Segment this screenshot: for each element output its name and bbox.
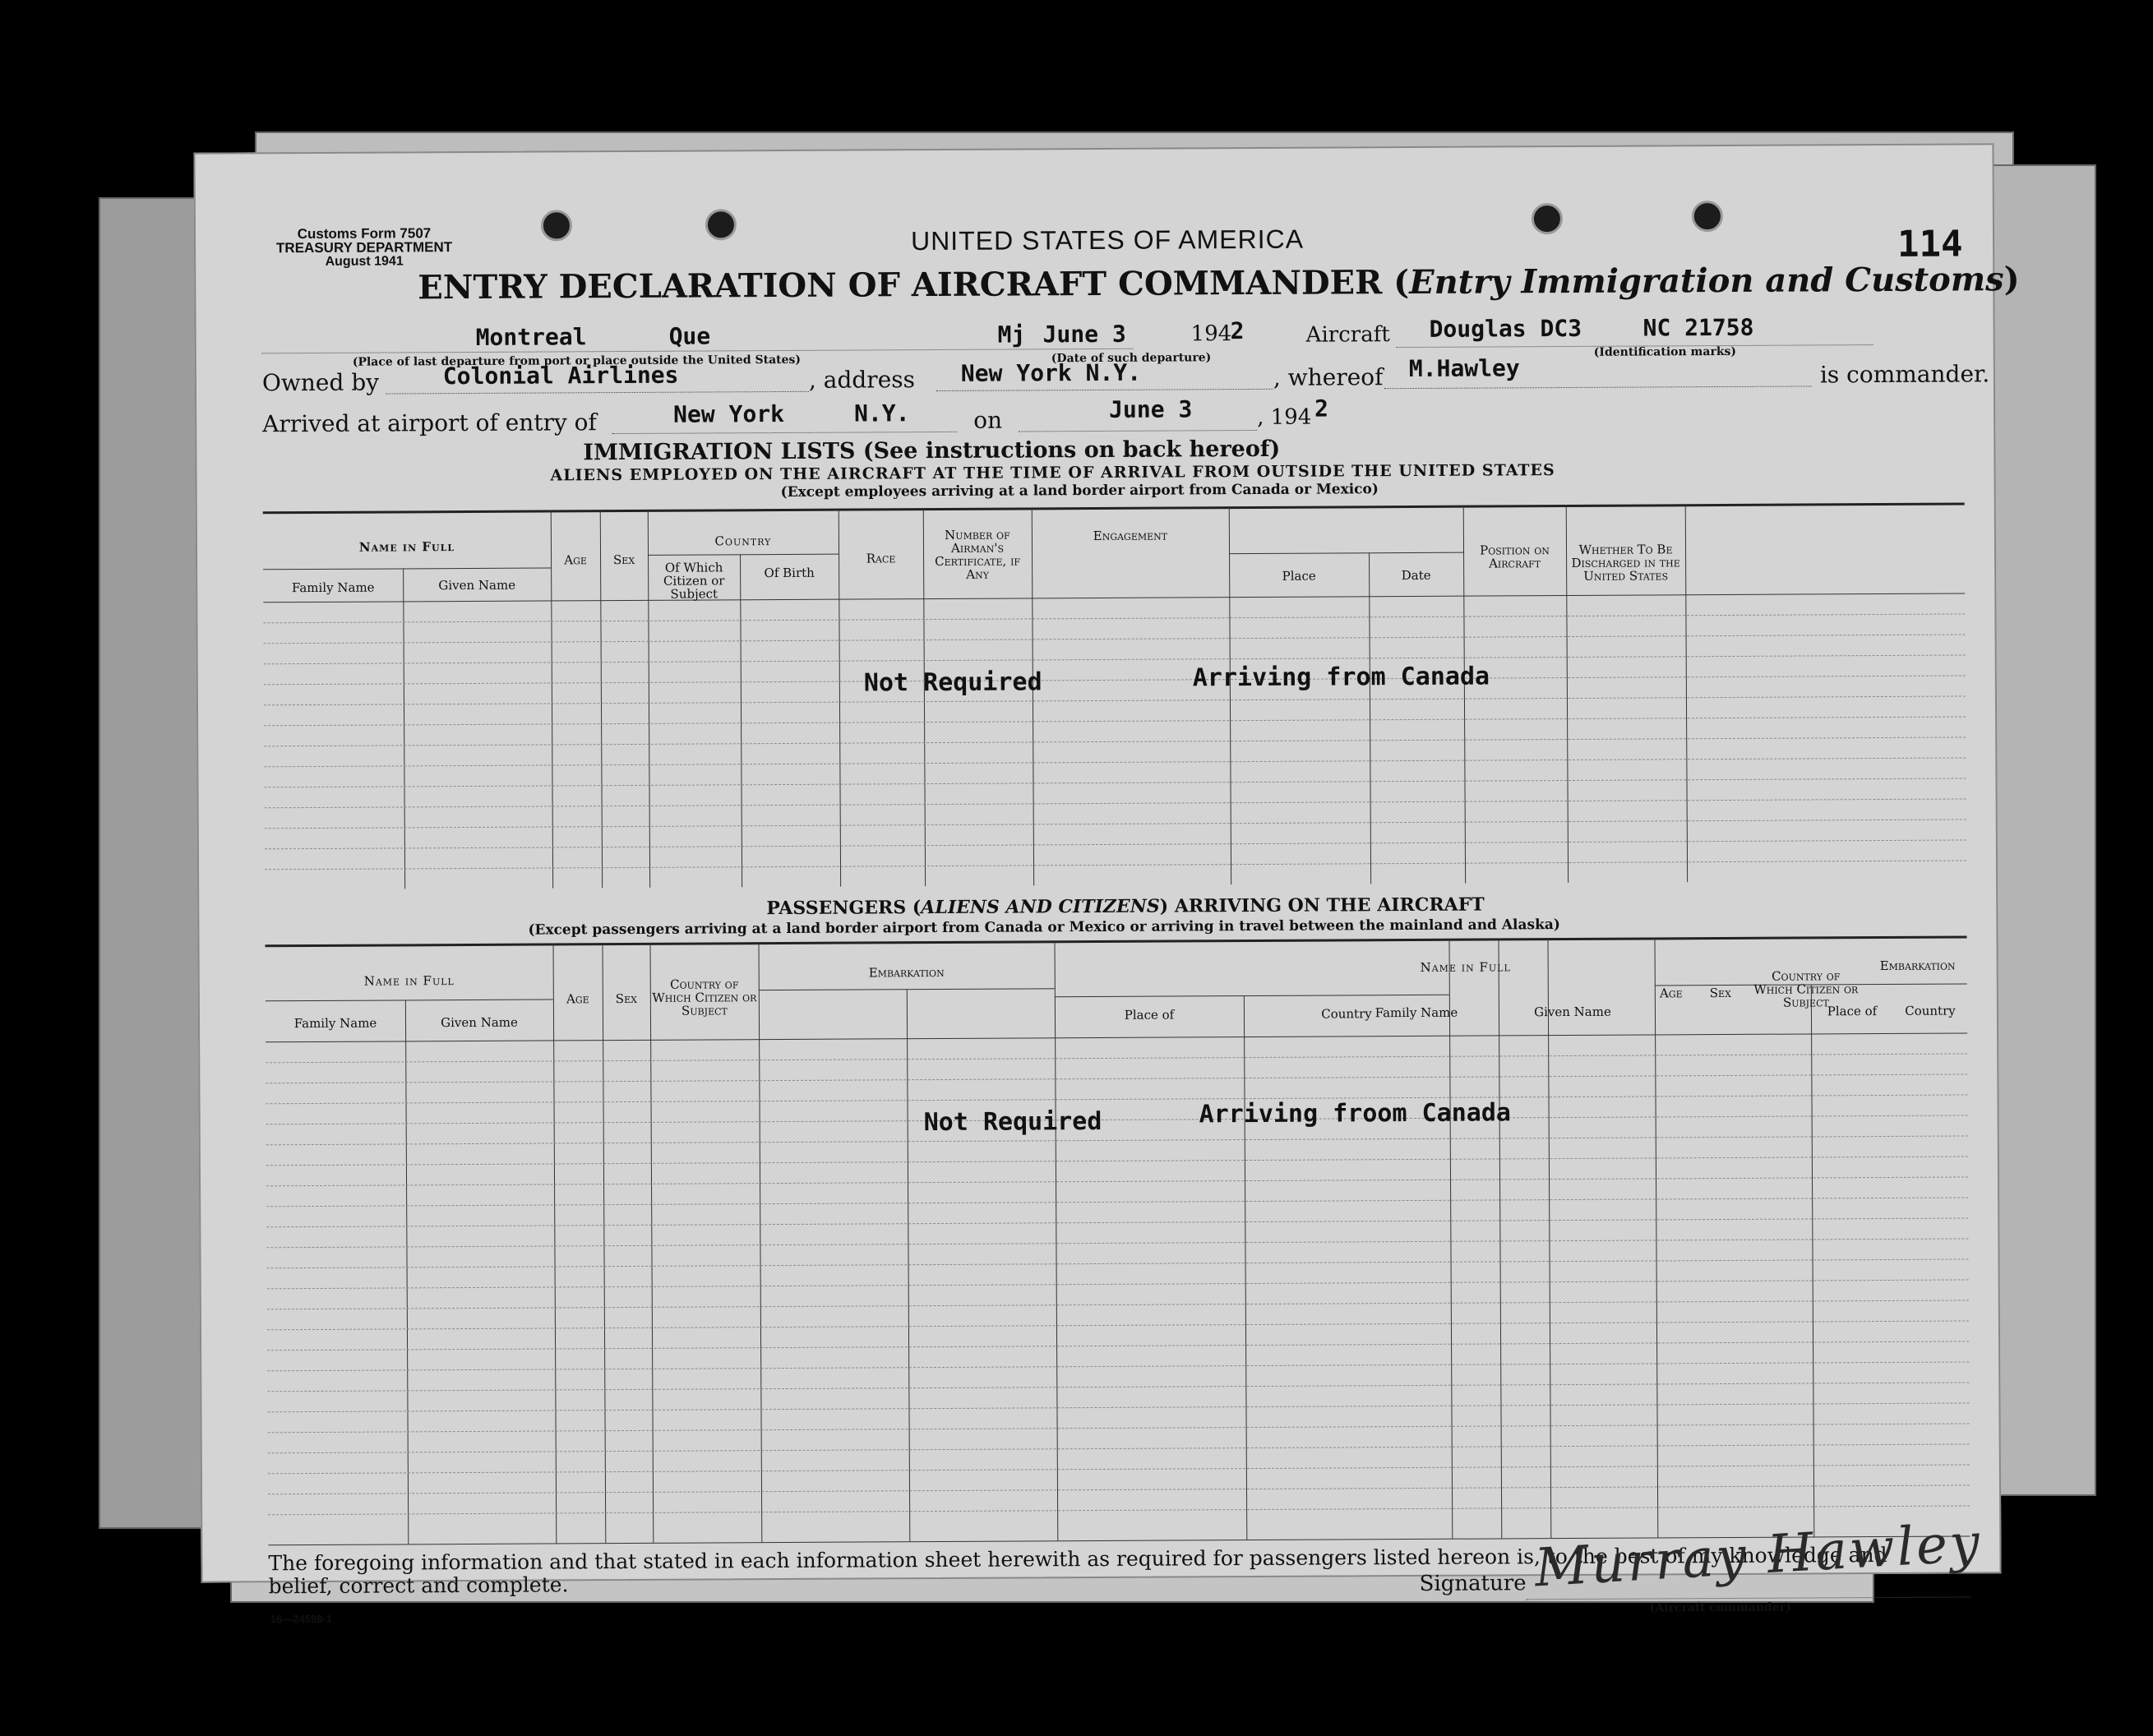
declaration-line-1: The foregoing information and that stated in each information sheet herewith as required for passengers listed hereon is, to the best of my knowledge and <box>268 1542 1887 1576</box>
departure-place: Montreal <box>475 323 587 351</box>
departure-province: Que <box>668 322 711 350</box>
punch-hole <box>541 210 572 241</box>
aliens-col-country: Country <box>714 533 772 549</box>
aliens-col-given-name: Given Name <box>438 577 516 593</box>
passenger-col-given-name: Given Name <box>441 1014 518 1031</box>
aliens-col-age: Age <box>564 552 587 568</box>
aliens-col-place: Place <box>1282 568 1316 584</box>
passenger-col-embarkation-2: Embarkation <box>1879 958 1956 974</box>
punch-hole <box>1532 203 1563 234</box>
form-date: August 1941 <box>325 254 404 269</box>
passenger-col-citizen-of-2: Country of Which Citizen or Subject <box>1753 968 1859 1010</box>
arrival-on-label: on <box>973 406 1003 434</box>
print-code: 16—24598-1 <box>270 1612 333 1626</box>
aircraft-model: Douglas DC3 <box>1429 314 1582 343</box>
passengers-title-plain: PASSENGERS ( <box>766 897 922 920</box>
owned-by-label: Owned by <box>261 368 380 397</box>
aircraft-marks: NC 21758 <box>1642 313 1754 342</box>
passenger-col-country: Country <box>1321 1006 1372 1022</box>
immigration-title: IMMIGRATION LISTS (See instructions on back hereof) <box>583 436 1281 466</box>
passengers-title-italic: ALIENS AND CITIZENS <box>921 895 1160 919</box>
owner-address: New York N.Y. <box>960 358 1142 387</box>
aliens-col-certificate: Number of Airman's Certificate, if Any <box>935 527 1021 582</box>
passenger-col-family-name-2: Family Name <box>1375 1004 1458 1021</box>
passengers-note: (Except passengers arriving at a land border airport from Canada or Mexico or arriving in travel between the mainland and Alaska) <box>528 916 1560 939</box>
punch-hole <box>1692 201 1723 232</box>
passenger-col-place-of: Place of <box>1124 1007 1175 1023</box>
passenger-col-sex: Sex <box>615 990 637 1007</box>
aliens-col-discharged: Whether To Be Discharged in the United States <box>1571 542 1680 584</box>
aliens-col-blank <box>1685 541 1965 542</box>
arrival-state: N.Y. <box>854 399 910 427</box>
is-commander-label: is commander. <box>1819 360 1990 389</box>
aliens-stamp-arriving-from-canada: Arriving from Canada <box>1192 662 1490 693</box>
arrival-year-printed: , 194 <box>1257 404 1312 430</box>
passenger-col-name-in-full-2: Name in Full <box>1420 959 1511 975</box>
address-label: , address <box>808 366 916 394</box>
aliens-col-of-birth: Of Birth <box>764 565 815 581</box>
department: TREASURY DEPARTMENT <box>275 239 453 256</box>
commander-signature: Murray Hawley <box>1532 1512 1984 1600</box>
passenger-col-family-name: Family Name <box>293 1015 377 1032</box>
whereof-label: , whereof <box>1273 363 1384 391</box>
aircraft-marks-caption: (Identification marks) <box>1593 344 1737 359</box>
aliens-col-race: Race <box>866 551 896 566</box>
passenger-col-name-in-full: Name in Full <box>363 973 455 989</box>
aliens-stamp-not-required: Not Required <box>863 667 1042 698</box>
arrival-date: June 3 <box>1109 395 1193 423</box>
immigration-note: (Except employees arriving at a land border airport from Canada or Mexico) <box>780 481 1379 501</box>
country-heading: UNITED STATES OF AMERICA <box>910 224 1305 256</box>
arrival-year-digit: 2 <box>1314 395 1329 422</box>
departure-date-caption: (Date of such departure) <box>1051 351 1212 366</box>
passenger-stamp-not-required: Not Required <box>923 1106 1102 1138</box>
aliens-col-date: Date <box>1401 567 1431 584</box>
aliens-col-position: Position on Aircraft <box>1480 542 1550 571</box>
form-title <box>418 260 2020 307</box>
departure-year-digit: 2 <box>1230 317 1245 345</box>
passenger-col-citizen-of: Country of Which Citizen or Subject <box>652 976 757 1018</box>
passenger-col-age-2: Age <box>1659 986 1683 1001</box>
passenger-col-place-of-2: Place of <box>1827 1004 1878 1019</box>
punch-hole <box>705 209 737 240</box>
passengers-title <box>766 894 1485 920</box>
form-title-close: ) <box>2003 260 2020 299</box>
signature-label: Signature <box>1419 1571 1527 1596</box>
form-title-plain: ENTRY DECLARATION OF AIRCRAFT COMMANDER ( <box>418 263 1410 307</box>
departure-place-caption: (Place of last departure from port or place outside the United States) <box>352 353 802 369</box>
passenger-col-embarkation: Embarkation <box>868 964 945 981</box>
departure-date-prefix: Mj <box>997 321 1026 349</box>
aliens-col-citizen-of: Of Which Citizen or Subject <box>663 560 725 602</box>
declaration-line-2: belief, correct and complete. <box>268 1572 569 1599</box>
form-number: Customs Form 7507 <box>297 225 432 242</box>
aliens-col-engagement: Engagement <box>1093 528 1168 544</box>
owner-name: Colonial Airlines <box>442 361 679 390</box>
aircraft-label: Aircraft <box>1305 322 1390 348</box>
passenger-stamp-arriving-from-canada: Arriving froom Canada <box>1199 1098 1511 1129</box>
aliens-col-sex: Sex <box>612 552 635 568</box>
commander-name: M.Hawley <box>1408 354 1520 383</box>
form-title-italic: Entry Immigration and Customs <box>1409 260 2004 302</box>
passenger-col-sex-2: Sex <box>1709 985 1731 1001</box>
entry-declaration-form <box>193 143 2020 1626</box>
aliens-col-family-name: Family Name <box>291 579 375 596</box>
passengers-title-rest: ) ARRIVING ON THE AIRCRAFT <box>1159 893 1485 917</box>
aliens-col-name-in-full: Name in Full <box>358 539 455 555</box>
arrival-city: New York <box>673 399 785 428</box>
page-number: 114 <box>1897 223 1963 265</box>
immigration-subtitle: ALIENS EMPLOYED ON THE AIRCRAFT AT THE TIME OF ARRIVAL FROM OUTSIDE THE UNITED STATES <box>550 461 1555 485</box>
passenger-col-country-2: Country <box>1905 1003 1956 1018</box>
passenger-col-given-name-2: Given Name <box>1534 1004 1611 1020</box>
departure-date: June 3 <box>1042 320 1126 349</box>
departure-year-printed: 194 <box>1190 321 1232 347</box>
signature-caption: (Aircraft commander) <box>1649 1600 1791 1615</box>
arrival-label: Arrived at airport of entry of <box>262 409 597 438</box>
passenger-col-age: Age <box>566 991 589 1007</box>
